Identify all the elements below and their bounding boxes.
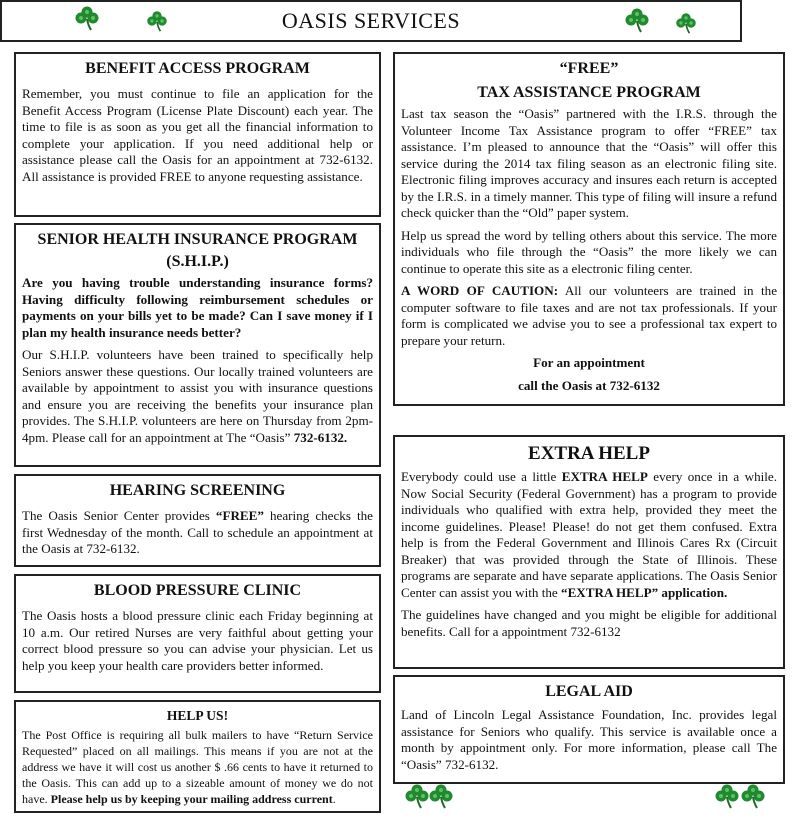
page-title: OASIS SERVICES (0, 0, 742, 42)
body-bold: Please help us by keeping your mailing address current (50, 792, 333, 806)
shamrock-icon (675, 12, 697, 34)
section-title: BLOOD PRESSURE CLINIC (93, 582, 302, 599)
section-body: The Post Office is requiring all bulk mailers to have “Return Service Requested” placed on all mailings. This means if you are not at the address we have it will cost us another $ .66 cents to have it returned to the Oasis. This can add up to a sizeable amount of money we do not have. Please help us by keeping your mailing address current. (22, 728, 373, 806)
section-title: BENEFIT ACCESS PROGRAM (85, 60, 310, 77)
shamrock-icon (428, 783, 454, 809)
section-paragraph (401, 469, 777, 601)
body-bold: “FREE” (215, 508, 264, 523)
body-bold: “EXTRA HELP” application. (561, 584, 728, 600)
section-title: HELP US! (166, 708, 229, 723)
body-text: every once in a while. Now Social Security (Federal Government) has a program to provide individuals who qualified with extra help, provided they meet the income guidelines. Please! Please! do not get them confused. Extra help is from the Federal Government and Illinois Cares Rx (Circuit Breaker) that was provided through the State of Illinois. These programs are separate and have separate applications. The Oasis Senior Center can assist you with the (401, 469, 777, 600)
phone-number: 732-6132. (293, 429, 348, 445)
appointment-line: call the Oasis at 732-6132 (518, 377, 660, 393)
blood-pressure-section (14, 574, 381, 693)
section-paragraph: The guidelines have changed and you might be eligible for additional benefits. Call for a appointment 732-6132 (401, 607, 777, 639)
section-paragraph: Last tax season the “Oasis” partnered with the I.R.S. through the Volunteer Income Tax Assistance program to offer “FREE” tax assistance. I’m pleased to announce that the “Oasis” will offer this service during the 2014 tax filing season as an electronic filing site. Electronic filing improves accuracy and insures each return is accepted by the I.R.S. in a timely manner. This type of filing will insure a refund check quicker than the “Old” paper system. (401, 106, 777, 220)
caution-label: A WORD OF CAUTION: (401, 283, 559, 298)
shamrock-icon (146, 10, 168, 32)
section-body (22, 508, 373, 558)
shamrock-icon (740, 783, 766, 809)
body-bold: EXTRA HELP (561, 469, 648, 484)
tax-assistance-section (393, 52, 785, 406)
caution-paragraph (401, 283, 777, 349)
shamrock-icon (74, 5, 100, 31)
body-text: hearing checks the first Wednesday of the month. Call to schedule an appointment at the Oasis at 732-6132. (22, 508, 373, 556)
shamrock-icon (404, 783, 430, 809)
section-title: SENIOR HEALTH INSURANCE PROGRAM (37, 231, 358, 248)
extra-help-section (393, 435, 785, 669)
body-text: The Oasis Senior Center provides (22, 508, 216, 523)
section-title: EXTRA HELP (528, 443, 650, 464)
appointment-line: For an appointment (533, 355, 645, 370)
ship-section (14, 223, 381, 467)
section-title: “FREE” (559, 60, 619, 77)
section-subtitle: (S.H.I.P.) (166, 253, 229, 270)
section-body: Land of Lincoln Legal Assistance Foundation, Inc. provides legal assistance for Seniors who qualify. This service is available once a month by appointment only. For more information, please call The “Oasis” 732-6132. (401, 707, 777, 772)
section-questions: Are you having trouble understanding insurance forms? Having difficulty following reimbursement schedules or payments on your bills yet to be made? Can I save money if I plan my health insurance needs better? (22, 275, 373, 340)
legal-aid-section (393, 675, 785, 784)
help-us-section (14, 700, 381, 813)
body-text: All our volunteers are trained in the computer software to file taxes and are not tax professionals. If your form is complicated we advise you to see a professional tax expert to prepare your return. (401, 283, 778, 348)
section-body: The Oasis hosts a blood pressure clinic each Friday beginning at 10 a.m. Our retired Nurses are very faithful about getting your correct blood pressure so you can advise your physician. Let us help you keep your health care providers better informed. (22, 608, 373, 673)
shamrock-icon (714, 783, 740, 809)
section-body: Remember, you must continue to file an application for the Benefit Access Program (License Plate Discount) each year. The time to file is as soon as you get all the financial information to complete your application. If you need additional help or assistance please call the Oasis for an appointment at 732-6132. All assistance is provided FREE to anyone requesting assistance. (22, 86, 373, 184)
body-text: Our S.H.I.P. volunteers have been trained to specifically help Seniors answer these questions. Our locally trained volunteers are available by appointment to assist you with insurance questions and ensure you are receiving the benefits your insurance plan provides. The S.H.I.P. volunteers are here on Thursday from 2pm-4pm. Please call for an appointment at The “Oasis” (22, 347, 373, 445)
body-text: The Post Office is requiring all bulk mailers to have “Return Service Requested” placed on all mailings. This means if you are not at the address we have it will cost us another $ .66 cents to have it returned to the Oasis. This can add up to a sizeable amount of money we do not have. (22, 728, 373, 806)
section-body (22, 347, 373, 446)
body-text: Everybody could use a little (401, 469, 562, 484)
section-title: LEGAL AID (545, 683, 633, 700)
section-title: TAX ASSISTANCE PROGRAM (477, 84, 701, 101)
hearing-screening-section (14, 474, 381, 567)
section-paragraph: Help us spread the word by telling others about this service. The more individuals who file through the “Oasis” the more likely we can continue to operate this site as a electronic filing center. (401, 227, 777, 276)
shamrock-icon (624, 7, 650, 33)
section-title: HEARING SCREENING (109, 482, 286, 499)
benefit-access-section (14, 52, 381, 217)
